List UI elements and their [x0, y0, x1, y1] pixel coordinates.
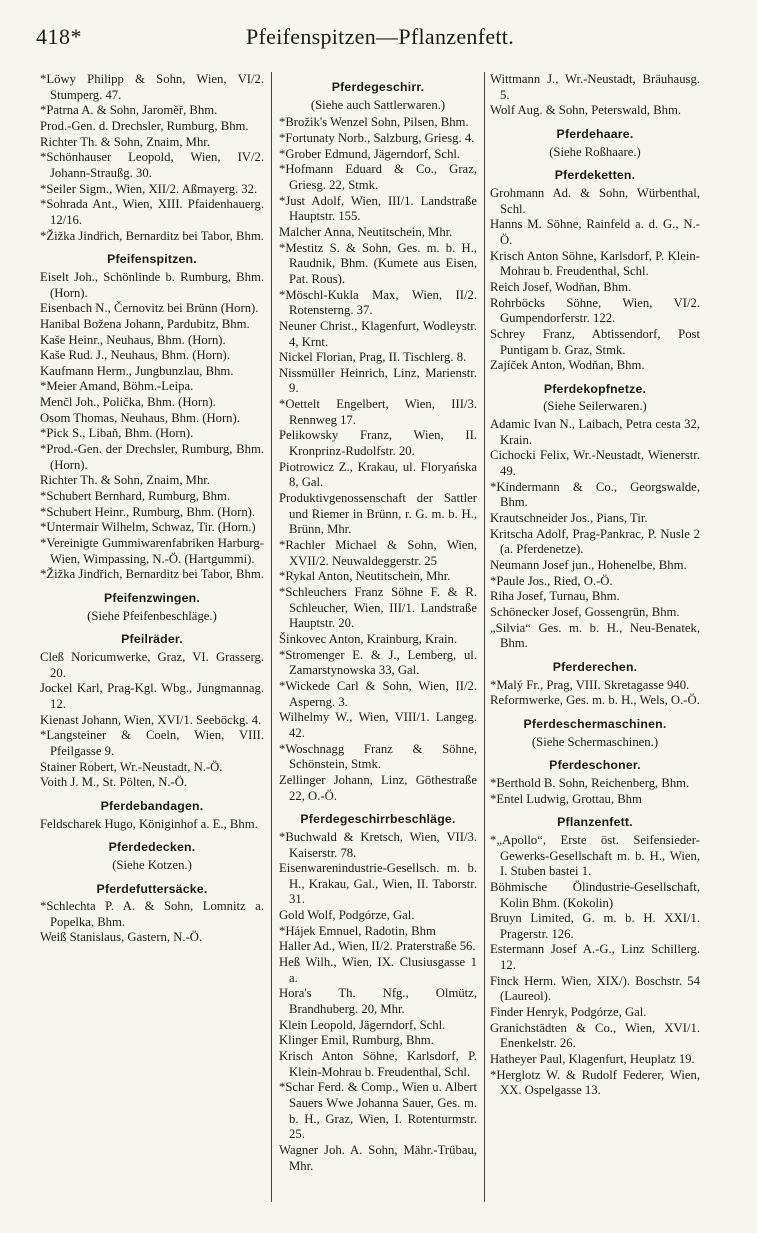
directory-entry: *Patrna A. & Sohn, Jaroměř, Bhm. — [40, 103, 218, 118]
directory-entry: *Wickede Carl & Sohn, Wien, II/2. Asperng. 3. — [279, 678, 477, 709]
cross-reference: (Siehe Kotzen.) — [112, 857, 192, 872]
directory-entry: Nissmüller Heinrich, Linz, Marienstr. 9. — [279, 365, 477, 396]
directory-entry: Cleß Noricumwerke, Graz, VI. Grasserg. 20. — [40, 649, 264, 680]
directory-entry: Kritscha Adolf, Prag-Pankrac, P. Nusle 2 (a. Pferdenetze). — [490, 526, 700, 557]
directory-entry: Piotrowicz Z., Krakau, ul. Floryańska 8, Gal. — [279, 459, 477, 490]
directory-entry: Haller Ad., Wien, II/2. Praterstraße 56. — [279, 939, 476, 954]
directory-entry: Produktivgenossenschaft der Sattler und Riemer in Brünn, r. G. m. b. H., Brünn, Mhr. — [279, 491, 477, 537]
column-2 — [279, 72, 477, 1222]
directory-entry: Reich Josef, Wodňan, Bhm. — [490, 279, 632, 294]
column-3 — [490, 72, 700, 1222]
directory-entry: *Stromenger E. & J., Lemberg, ul. Zamarstynowska 33, Gal. — [279, 647, 477, 678]
directory-entry: *Hofmann Eduard & Co., Graz, Griesg. 22, Stmk. — [279, 162, 477, 192]
directory-entry: Heß Wilh., Wien, IX. Clusiusgasse 1 a. — [279, 955, 477, 985]
cross-reference: (Siehe Schermaschinen.) — [531, 734, 659, 749]
directory-entry: *Meier Amand, Böhm.-Leipa. — [40, 379, 194, 394]
column-divider — [484, 72, 485, 1202]
directory-entry: Klein Leopold, Jägerndorf, Schl. — [279, 1017, 446, 1032]
directory-entry: Weiß Stanislaus, Gastern, N.-Ö. — [40, 930, 203, 945]
section-heading: Pferdegeschirr. — [331, 80, 425, 94]
section-heading: Pferdegeschirrbeschläge. — [300, 812, 456, 827]
section-heading: Pferdeschoner. — [549, 758, 641, 773]
section-heading: Pferderechen. — [552, 659, 638, 674]
directory-entry: *Kindermann & Co., Georgswalde, Bhm. — [490, 479, 700, 510]
directory-entry: Kienast Johann, Wien, XVI/1. Seeböckg. 4. — [40, 712, 262, 727]
directory-entry: Osom Thomas, Neuhaus, Bhm. (Horn). — [40, 410, 240, 425]
directory-entry: Gold Wolf, Podgórze, Gal. — [279, 908, 415, 923]
page-header — [36, 20, 724, 54]
directory-entry: *Untermair Wilhelm, Schwaz, Tir. (Horn.) — [40, 520, 256, 535]
directory-entry: Cichocki Felix, Wr.-Neustadt, Wienerstr. 49. — [490, 448, 700, 479]
directory-entry: *Schubert Heinr., Rumburg, Bhm. (Horn). — [40, 504, 256, 519]
running-title: Pfeifenspitzen—Pflanzenfett. — [245, 24, 515, 49]
directory-entry: *Malý Fr., Prag, VIII. Skretagasse 940. — [490, 677, 690, 692]
directory-entry: *Just Adolf, Wien, III/1. Landstraße Hauptstr. 155. — [279, 193, 477, 224]
directory-entry: Neuner Christ., Klagenfurt, Wodleystr. 4, Krnt. — [279, 318, 477, 349]
column-1 — [40, 72, 264, 1222]
directory-entry: Granichstädten & Co., Wien, XVI/1. Enenkelstr. 26. — [490, 1020, 700, 1051]
directory-entry: Zellinger Johann, Linz, Göthestraße 22, O.-Ö. — [279, 772, 477, 803]
directory-entry: Wittmann J., Wr.-Neustadt, Bräuhausg. 5. — [490, 72, 700, 102]
section-heading: Pfeilräder. — [121, 632, 183, 647]
directory-entry: Zajíček Anton, Wodňan, Bhm. — [490, 358, 645, 373]
column-divider — [271, 72, 272, 1202]
section-heading: Pferdefuttersäcke. — [96, 881, 208, 896]
directory-entry: *Seiler Sigm., Wien, XII/2. Aßmayerg. 32. — [40, 181, 258, 196]
directory-entry: Eiselt Joh., Schönlinde b. Rumburg, Bhm. (Horn). — [40, 269, 264, 300]
directory-entry: Stainer Robert, Wr.-Neustadt, N.-Ö. — [40, 759, 223, 774]
directory-entry: Riha Josef, Turnau, Bhm. — [490, 589, 620, 604]
section-heading: Pfeifenspitzen. — [107, 252, 197, 267]
directory-entry: *Woschnagg Franz & Söhne, Schönstein, Stmk. — [279, 741, 477, 772]
directory-entry: „Silvia“ Ges. m. b. H., Neu-Benatek, Bhm. — [490, 620, 700, 651]
directory-entry: Grohmann Ad. & Sohn, Würbenthal, Schl. — [490, 185, 700, 216]
directory-entry: Feldscharek Hugo, Königinhof a. E., Bhm. — [40, 816, 258, 831]
directory-entry: *Grober Edmund, Jägerndorf, Schl. — [279, 146, 461, 161]
directory-entry: *Langsteiner & Coeln, Wien, VIII. Pfeilgasse 9. — [40, 728, 264, 758]
directory-entry: *Schlechta P. A. & Sohn, Lomnitz a. Popelka, Bhm. — [40, 899, 264, 929]
directory-entry: Eisenbach N., Černovitz bei Brünn (Horn). — [40, 301, 259, 316]
directory-entry: *Schleuchers Franz Söhne F. & R. Schleucher, Wien, III/1. Landstraße Hauptstr. 20. — [279, 585, 477, 631]
directory-entry: *Rykal Anton, Neutitschein, Mhr. — [279, 569, 451, 584]
section-heading: Pflanzenfett. — [557, 815, 633, 830]
directory-entry: Adamic Ivan N., Laibach, Petra cesta 32, Krain. — [490, 417, 700, 447]
directory-entry: Eisenwarenindustrie-Gesellsch. m. b. H., Krakau, Gal., Wien, II. Taborstr. 31. — [279, 861, 477, 907]
directory-entry: Krautschneider Jos., Pians, Tir. — [490, 511, 648, 526]
directory-entry: Rohrböcks Söhne, Wien, VI/2. Gumpendorferstr. 122. — [490, 295, 700, 326]
cross-reference: (Siehe Seilerwaren.) — [543, 399, 647, 414]
directory-entry: Krisch Anton Söhne, Karlsdorf, P. Klein-Mohrau b. Freudenthal, Schl. — [279, 1049, 477, 1079]
directory-entry: *Žižka Jindřich, Bernarditz bei Tabor, Bhm. — [40, 228, 264, 243]
directory-entry: *Schönhauser Leopold, Wien, IV/2. Johann-Straußg. 30. — [40, 150, 264, 180]
directory-entry: Finck Herm. Wien, XIX/). Boschstr. 54 (Laureol). — [490, 973, 700, 1004]
directory-entry: *Berthold B. Sohn, Reichenberg, Bhm. — [490, 775, 690, 790]
directory-entry: *Löwy Philipp & Sohn, Wien, VI/2. Stumperg. 47. — [40, 72, 264, 102]
directory-entry: *Brožik's Wenzel Sohn, Pilsen, Bhm. — [279, 115, 469, 130]
directory-entry: Schönecker Josef, Gossengrün, Bhm. — [490, 605, 680, 619]
section-heading: Pfeifenzwingen. — [104, 591, 200, 605]
directory-entry: *Oettelt Engelbert, Wien, III/3. Rennweg 17. — [279, 397, 477, 427]
directory-entry: Kaufmann Herm., Jungbunzlau, Bhm. — [40, 363, 234, 378]
directory-entry: Malcher Anna, Neutitschein, Mhr. — [279, 224, 453, 239]
directory-entry: *Mestitz S. & Sohn, Ges. m. b. H., Raudnik, Bhm. (Kumete aus Eisen, Pat. Rous). — [279, 240, 477, 286]
directory-entry: *Entel Ludwig, Grottau, Bhm — [490, 791, 642, 806]
directory-entry: *Buchwald & Kretsch, Wien, VII/3. Kaiserstr. 78. — [279, 829, 477, 860]
directory-entry: *Paule Jos., Ried, O.-Ö. — [490, 573, 613, 588]
directory-entry: Krisch Anton Söhne, Karlsdorf, P. Klein-Mohrau b. Freudenthal, Schl. — [490, 248, 700, 279]
directory-entry: Klinger Emil, Rumburg, Bhm. — [279, 1033, 434, 1048]
directory-entry: *Herglotz W. & Rudolf Federer, Wien, XX. Ospelgasse 13. — [490, 1067, 700, 1098]
directory-entry: Hanibal Božena Johann, Pardubitz, Bhm. — [40, 316, 250, 331]
directory-entry: Hora's Th. Nfg., Olmütz, Brandhuberg. 20, Mhr. — [279, 986, 477, 1017]
section-heading: Pferdedecken. — [108, 840, 196, 855]
directory-entry: Reformwerke, Ges. m. b. H., Wels, O.-Ö. — [490, 693, 700, 708]
cross-reference: (Siehe Roßhaare.) — [549, 144, 641, 159]
directory-entry: Pelikowsky Franz, Wien, II. Kronprinz-Rudolfstr. 20. — [279, 428, 477, 459]
directory-entry: *Vereinigte Gummiwarenfabriken Harburg-Wien, Wimpassing, N.-Ö. (Hartgummi). — [40, 536, 264, 566]
directory-entry: Bruyn Limited, G. m. b. H. XXI/1. Pragerstr. 126. — [490, 911, 700, 941]
directory-entry: Böhmische Ölindustrie-Gesellschaft, Kolin Bhm. (Kokolin) — [490, 879, 700, 910]
directory-entry: Wagner Joh. A. Sohn, Mähr.-Trübau, Mhr. — [279, 1142, 477, 1173]
directory-entry: *Pick S., Libaň, Bhm. (Horn). — [40, 426, 194, 441]
section-heading: Pferdebandagen. — [100, 798, 204, 813]
directory-entry: *Prod.-Gen. der Drechsler, Rumburg, Bhm. (Horn). — [40, 442, 264, 472]
section-heading: Pferdehaare. — [556, 126, 634, 141]
directory-entry: Richter Th. & Sohn, Znaim, Mhr. — [40, 473, 210, 488]
directory-entry: *Schar Ferd. & Comp., Wien u. Albert Sauers Wwe Johanna Sauer, Ges. m. b. H., Graz, Wien, I. Rotenturmstr. 25. — [279, 1080, 477, 1142]
directory-entry: Hatheyer Paul, Klagenfurt, Heuplatz 19. — [490, 1052, 695, 1067]
directory-entry: *Sohrada Ant., Wien, XIII. Pfaidenhauerg. 12/16. — [40, 197, 264, 227]
directory-entry: Finder Henryk, Podgórze, Gal. — [490, 1005, 647, 1020]
directory-entry: Wilhelmy W., Wien, VIII/1. Langeg. 42. — [279, 710, 477, 740]
directory-entry: *Žižka Jindřich, Bernarditz bei Tabor, Bhm. — [40, 567, 264, 582]
directory-entry: *Rachler Michael & Sohn, Wien, XVII/2. Neuwaldeggerstr. 25 — [279, 538, 477, 568]
directory-entry: Neumann Josef jun., Hohenelbe, Bhm. — [490, 558, 687, 573]
directory-entry: Prod.-Gen. d. Drechsler, Rumburg, Bhm. — [40, 118, 249, 133]
directory-entry: Šinkovec Anton, Krainburg, Krain. — [279, 631, 458, 646]
directory-entry: Voith J. M., St. Pölten, N.-Ö. — [40, 775, 188, 790]
directory-entry: *„Apollo“, Erste öst. Seifensieder-Gewerks-Gesellschaft m. b. H., Wien, I. Stuben bastei 1. — [490, 832, 700, 879]
directory-entry: Nickel Florian, Prag, II. Tischlerg. 8. — [279, 350, 467, 365]
directory-entry: Jockel Karl, Prag-Kgl. Wbg., Jungmannag. 12. — [40, 681, 264, 711]
cross-reference: (Siehe Pfeifenbeschläge.) — [87, 608, 217, 623]
directory-entry: Richter Th. & Sohn, Znaim, Mhr. — [40, 134, 210, 149]
directory-entry: Kaše Heinr., Neuhaus, Bhm. (Horn). — [40, 332, 226, 347]
directory-entry: *Fortunaty Norb., Salzburg, Griesg. 4. — [279, 130, 475, 145]
section-heading: Pferdeketten. — [554, 168, 636, 183]
directory-entry: Hanns M. Söhne, Rainfeld a. d. G., N.-Ö. — [490, 217, 700, 247]
directory-entry: *Möschl-Kukla Max, Wien, II/2. Rotensterng. 37. — [279, 287, 477, 318]
section-heading: Pferdeschermaschinen. — [523, 716, 667, 731]
directory-entry: *Hájek Emnuel, Radotin, Bhm — [279, 923, 436, 938]
page-number: 418* — [36, 24, 82, 49]
cross-reference: (Siehe auch Sattlerwaren.) — [310, 97, 446, 112]
directory-entry: Kaše Rud. J., Neuhaus, Bhm. (Horn). — [40, 348, 230, 363]
directory-entry: Schrey Franz, Abtissendorf, Post Puntigam b. Graz, Stmk. — [490, 326, 700, 357]
directory-entry: Menčl Joh., Polička, Bhm. (Horn). — [40, 395, 216, 410]
directory-entry: Wolf Aug. & Sohn, Peterswald, Bhm. — [490, 103, 682, 118]
section-heading: Pferdekopfnetze. — [543, 381, 647, 396]
directory-entry: Estermann Josef A.-G., Linz Schillerg. 12. — [490, 942, 700, 973]
directory-entry: *Schubert Bernhard, Rumburg, Bhm. — [40, 489, 231, 504]
